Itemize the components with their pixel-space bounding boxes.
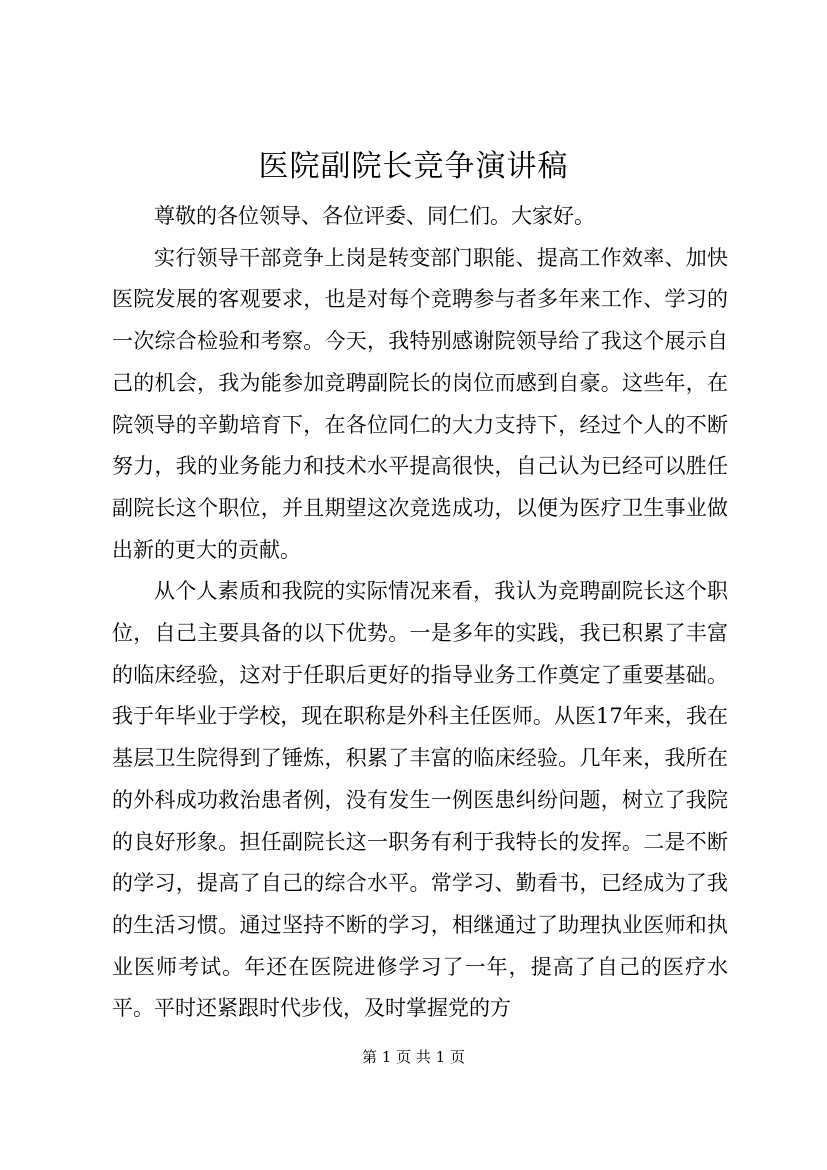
document-body	[112, 196, 728, 1030]
paragraph-greeting: 尊敬的各位领导、各位评委、同仁们。大家好。	[154, 204, 595, 228]
document-title: 医院副院长竞争演讲稿	[258, 149, 569, 184]
page-footer: 第 1 页 共 1 页	[362, 1048, 465, 1066]
paragraph-introduction: 实行领导干部竞争上岗是转变部门职能、提高工作效率、加快医院发展的客观要求，也是对每个竞聘参与者多年来工作、学习的一次综合检验和考察。今天，我特别感谢院领导给了我这个展示自己的机会，我为能参加竞聘副院长的岗位而感到自豪。这些年，在院领导的辛勤培育下，在各位同仁的大力支持下，经过个人的不断努力，我的业务能力和技术水平提高很快，自己认为已经可以胜任副院长这个职位，并且期望这次竞选成功，以便为医疗卫生事业做出新的更大的贡献。	[112, 245, 728, 562]
paragraph-advantages: 从个人素质和我院的实际情况来看，我认为竞聘副院长这个职位，自己主要具备的以下优势。一是多年的实践，我已积累了丰富的临床经验，这对于任职后更好的指导业务工作奠定了重要基础。我于年毕业于学校，现在职称是外科主任医师。从医17年来，我在基层卫生院得到了锤炼，积累了丰富的临床经验。几年来，我所在的外科成功救治患者例，没有发生一例医患纠纷问题，树立了我院的良好形象。担任副院长这一职务有利于我特长的发挥。二是不断的学习，提高了自己的综合水平。常学习、勤看书，已经成为了我的生活习惯。通过坚持不断的学习，相继通过了助理执业医师和执业医师考试。年还在医院进修学习了一年，提高了自己的医疗水平。平时还紧跟时代步伐，及时掌握党的方	[112, 579, 728, 1021]
